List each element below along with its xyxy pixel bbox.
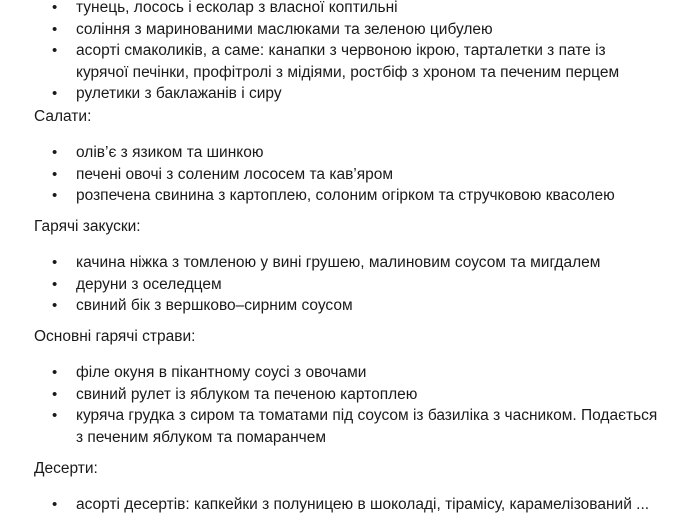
bullet-icon: •	[52, 275, 58, 293]
bullet-icon: •	[52, 407, 58, 425]
list-item: • олів’є з язиком та шинкою	[0, 142, 700, 164]
list-item: • соління з маринованими маслюками та зеленою цибулею	[0, 19, 700, 41]
bullet-icon: •	[52, 297, 58, 315]
bullet-icon: •	[52, 385, 58, 403]
section-heading-main-dishes: Основні гарячі страви:	[34, 328, 196, 345]
bullet-icon: •	[52, 144, 58, 161]
list-item: • асорті смаколиків, а саме: канапки з червоною ікрою, тарталетки з пате із курячої печінки, профітролі з мідіями, ростбіф з хроном та печеним перцем	[52, 42, 620, 81]
list-item: • деруни з оселедцем	[0, 274, 700, 296]
list-item: • качина ніжка з томленою у вині грушею, малиновим соусом та мигдалем	[0, 252, 700, 274]
list-item: • рулетики з баклажанів і сиру	[0, 83, 700, 105]
list-item: • куряча грудка з сиром та томатами під соусом із базиліка з часником. Подається з печеним яблуком та помаранчем	[52, 407, 658, 446]
section-list-main-dishes	[0, 362, 700, 448]
bullet-icon: •	[52, 85, 58, 103]
bullet-icon: •	[52, 187, 58, 205]
list-item: • печені овочі з соленим лососем та кав’яром	[0, 164, 700, 186]
list-item: • тунець, лосось і есколар з власної коптильні	[0, 0, 700, 19]
section-heading-desserts: Десерти:	[34, 460, 98, 477]
list-item: • філе окуня в пікантному соусі з овочами	[0, 362, 700, 384]
section-list-cold-appetizers	[0, 0, 700, 105]
bullet-icon: •	[52, 254, 58, 271]
bullet-icon: •	[52, 165, 58, 183]
section-list-salads	[0, 142, 700, 207]
bullet-icon: •	[52, 20, 58, 38]
section-list-hot-appetizers	[0, 252, 700, 317]
list-item: • розпечена свинина з картоплею, солоним огірком та стручковою квасолею	[0, 185, 700, 207]
section-heading-hot-appetizers: Гарячі закуски:	[34, 218, 141, 235]
list-item: • свиний бік з вершково–сирним соусом	[0, 295, 700, 317]
bullet-icon: •	[52, 364, 58, 381]
list-item: • асорті десертів: капкейки з полуницею в шоколаді, тірамісу, карамелізований ...	[0, 494, 700, 516]
section-list-desserts	[0, 494, 700, 516]
bullet-icon: •	[52, 0, 58, 16]
list-item: • свиний рулет із яблуком та печеною картоплею	[0, 384, 700, 406]
section-heading-salads: Салати:	[34, 108, 92, 125]
bullet-icon: •	[52, 496, 58, 513]
bullet-icon: •	[52, 42, 58, 60]
